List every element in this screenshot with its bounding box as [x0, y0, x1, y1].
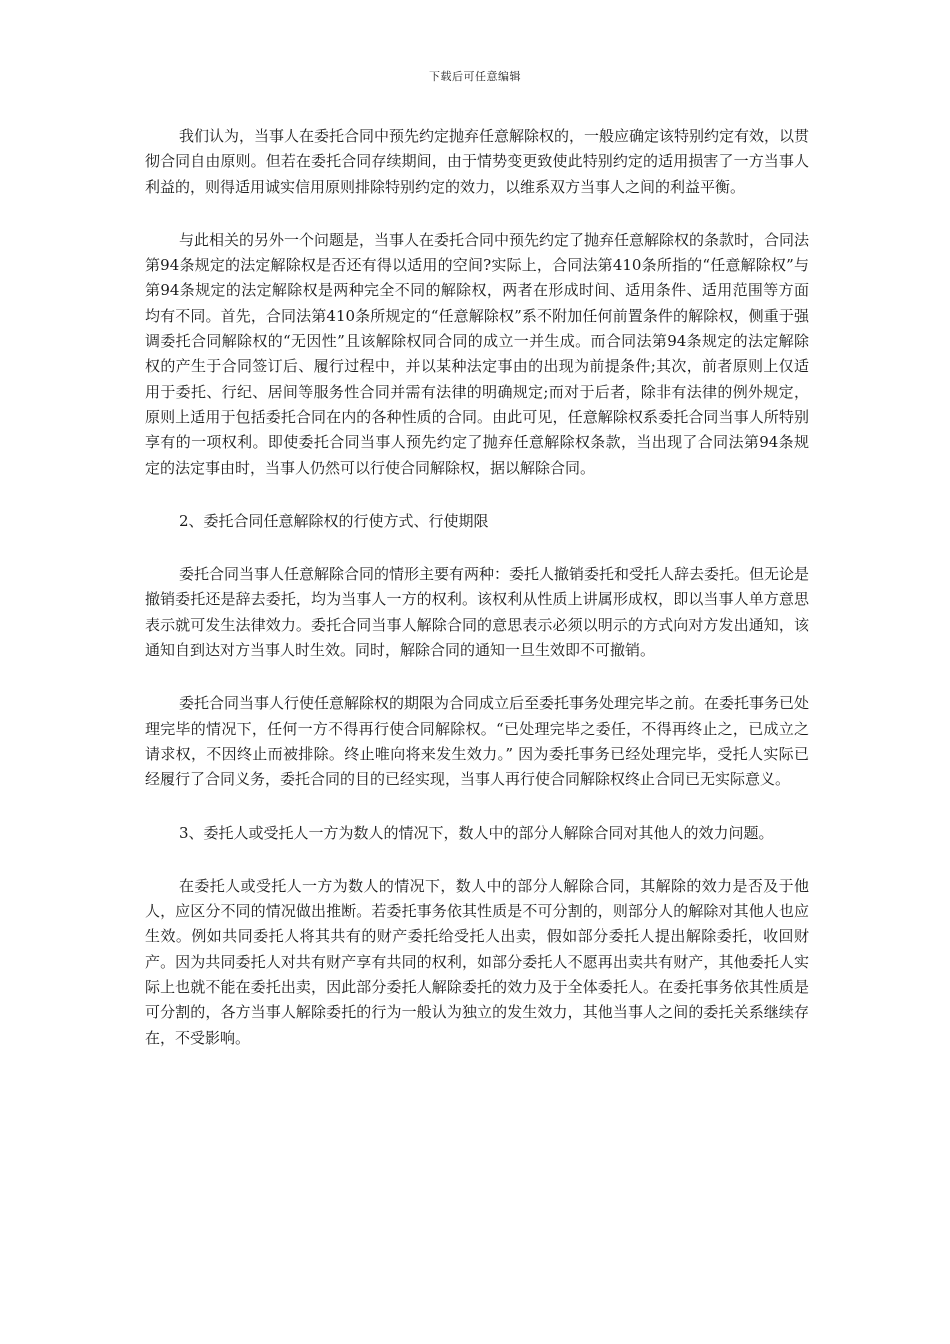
paragraph-5: 在委托人或受托人一方为数人的情况下，数人中的部分人解除合同，其解除的效力是否及于他人，应区分不同的情况做出推断。若委托事务依其性质是不可分割的，则部分人的解除对其他人也应生效。例如共同委托人将其共有的财产委托给受托人出卖，假如部分委托人提出解除委托，收回财产。因为共同委托人对共有财产享有共同的权利，如部分委托人不愿再出卖共有财产，其他委托人实际上也就不能在委托出卖，因此部分委托人解除委托的效力及于全体委托人。在委托事务依其性质是可分割的，各方当事人解除委托的行为一般认为独立的发生效力，其他当事人之间的委托关系继续存在，不受影响。	[145, 876, 809, 1047]
section-heading-2: 2、委托合同任意解除权的行使方式、行使期限	[179, 511, 489, 530]
paragraph-2: 与此相关的另外一个问题是，当事人在委托合同中预先约定了抛弃任意解除权的条款时，合同法第94条规定的法定解除权是否还有得以适用的空间?实际上，合同法第410条所指的“任意解除权”与第94条规定的法定解除权是两种完全不同的解除权，两者在形成时间、适用条件、适用范围等方面均有不同。首先，合同法第410条所规定的“任意解除权”系不附加任何前置条件的解除权，侧重于强调委托合同解除权的“无因性”且该解除权同合同的成立一并生成。而合同法第94条规定的法定解除权的产生于合同签订后、履行过程中，并以某种法定事由的出现为前提条件;其次，前者原则上仅适用于委托、行纪、居间等服务性合同并需有法律的明确规定;而对于后者，除非有法律的例外规定，原则上适用于包括委托合同在内的各种性质的合同。由此可见，任意解除权系委托合同当事人所特别享有的一项权利。即使委托合同当事人预先约定了抛弃任意解除权条款，当出现了合同法第94条规定的法定事由时，当事人仍然可以行使合同解除权，据以解除合同。	[145, 230, 810, 477]
section-heading-3: 3、委托人或受托人一方为数人的情况下，数人中的部分人解除合同对其他人的效力问题。	[179, 823, 774, 842]
document-body	[145, 124, 809, 1051]
paragraph-4: 委托合同当事人行使任意解除权的期限为合同成立后至委托事务处理完毕之前。在委托事务已处理完毕的情况下，任何一方不得再行使合同解除权。“已处理完毕之委任，不得再终止之，已成立之请求权，不因终止而被排除。终止唯向将来发生效力。” 因为委托事务已经处理完毕，受托人实际已经履行了合同义务，委托合同的目的已经实现，当事人再行使合同解除权终止合同已无实际意义。	[145, 694, 810, 789]
page-header: 下载后可任意编辑	[429, 70, 521, 83]
paragraph-3: 委托合同当事人任意解除合同的情形主要有两种：委托人撤销委托和受托人辞去委托。但无论是撤销委托还是辞去委托，均为当事人一方的权利。该权利从性质上讲属形成权，即以当事人单方意思表示就可发生法律效力。委托合同当事人解除合同的意思表示必须以明示的方式向对方发出通知，该通知自到达对方当事人时生效。同时，解除合同的通知一旦生效即不可撤销。	[145, 565, 810, 660]
paragraph-1: 我们认为，当事人在委托合同中预先约定抛弃任意解除权的，一般应确定该特别约定有效，以贯彻合同自由原则。但若在委托合同存续期间，由于情势变更致使此特别约定的适用损害了一方当事人利益的，则得适用诚实信用原则排除特别约定的效力，以维系双方当事人之间的利益平衡。	[145, 127, 810, 196]
